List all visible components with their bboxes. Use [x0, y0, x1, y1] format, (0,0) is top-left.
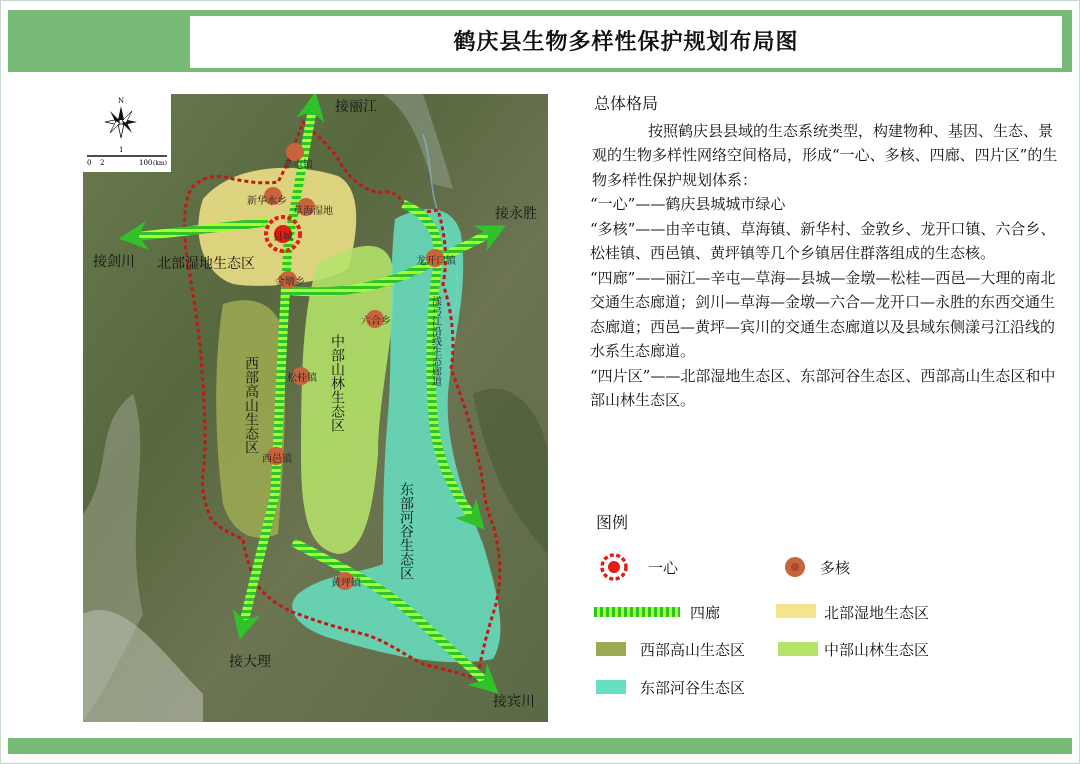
label-huangping: 黄坪镇: [331, 578, 361, 589]
legend-north-zone-label: 北部湿地生态区: [824, 604, 930, 622]
legend-west-zone-label: 西部高山生态区: [640, 641, 746, 659]
label-zone-east: 东部河谷生态区: [398, 482, 414, 580]
label-xiyi: 西邑镇: [262, 454, 292, 465]
header-accent-block: [8, 10, 186, 72]
legend-east-zone-swatch: [596, 680, 626, 694]
overview-paragraph-four-corridors: “四廊”——丽江—辛屯—草海—县城—金墩—松桂—西邑—大理的南北交通生态廊道；剑川—草海—金墩—六合—龙开口—永胜的东西交通生态廊道；西邑—黄坪—宾川的交通生态廊道以及县域东侧漾弓江沿线的水系生态廊道。: [590, 268, 1056, 360]
legend-west-zone-swatch: [596, 642, 626, 656]
compass: [83, 94, 171, 172]
overview-heading: 总体格局: [594, 94, 659, 113]
scale-tick-3: 100: [139, 159, 153, 167]
legend-core-icon: [780, 552, 810, 582]
label-zone-north: 北部湿地生态区: [157, 256, 255, 272]
label-dali: 接大理: [229, 654, 271, 670]
legend-north-zone-swatch: [776, 604, 816, 618]
legend-one-center-label: 一心: [648, 559, 679, 577]
label-zone-west: 西部高山生态区: [243, 356, 259, 454]
overview-paragraph-intro: 按照鹤庆县县域的生态系统类型，构建物种、基因、生态、景观的生物多样性网络空间格局，形成“一心、多核、四廊、四片区”的生物多样性保护规划体系：: [592, 121, 1058, 189]
map-svg: [83, 94, 548, 722]
overview-panel: [578, 92, 1058, 413]
overview-paragraph-multi-core: “多核”——由辛屯镇、草海镇、新华村、金敦乡、龙开口镇、六合乡、松桂镇、西邑镇、黄坪镇等几个乡镇居住群落组成的生态核。: [590, 219, 1056, 262]
core-xintun: [286, 143, 304, 161]
legend-center-icon: [596, 552, 632, 582]
legend-east-zone-label: 东部河谷生态区: [640, 679, 746, 697]
label-yongsheng: 接永胜: [495, 206, 537, 222]
label-liuhe: 六合乡: [361, 316, 391, 327]
footer-bar: [8, 738, 1072, 754]
scale-unit: (km): [153, 160, 168, 167]
label-county: 县城: [273, 232, 293, 243]
map-panel: [83, 94, 548, 722]
legend-title: 图例: [596, 513, 629, 532]
label-xinhua: 新华水乡: [247, 196, 287, 207]
legend-central-zone-swatch: [778, 642, 818, 656]
label-binchuan: 接宾川: [493, 694, 535, 710]
label-lijiang: 接丽江: [335, 99, 377, 115]
scale-upper-tick: 1: [119, 146, 124, 154]
label-songgui: 松桂镇: [287, 373, 317, 384]
overview-paragraph-four-zones: “四片区”——北部湿地生态区、东部河谷生态区、西部高山生态区和中部山林生态区。: [590, 366, 1056, 409]
legend-corridor-swatch: [594, 605, 680, 619]
label-caohai: 草海湿地: [293, 206, 333, 217]
legend-multi-core-label: 多核: [820, 559, 851, 577]
label-river-corridor: 漾弓江沿线生态廊道: [429, 296, 441, 386]
label-jianchuan: 接剑川: [93, 254, 135, 270]
label-xintun: 辛屯镇: [283, 160, 313, 171]
legend-central-zone-label: 中部山林生态区: [824, 641, 930, 659]
scale-tick-1: 2: [100, 159, 105, 167]
label-zone-central: 中部山林生态区: [329, 334, 345, 432]
scale-tick-0: 0: [87, 159, 92, 167]
legend-corridors-label: 四廊: [690, 604, 721, 622]
label-jindun: 金墩乡: [275, 277, 305, 288]
compass-north-label: N: [117, 97, 125, 105]
overview-paragraph-one-center: “一心”——鹤庆县城城市绿心: [590, 195, 786, 213]
label-longkaikou: 龙开口镇: [416, 256, 456, 267]
page-title: 鹤庆县生物多样性保护规划布局图: [453, 29, 799, 55]
